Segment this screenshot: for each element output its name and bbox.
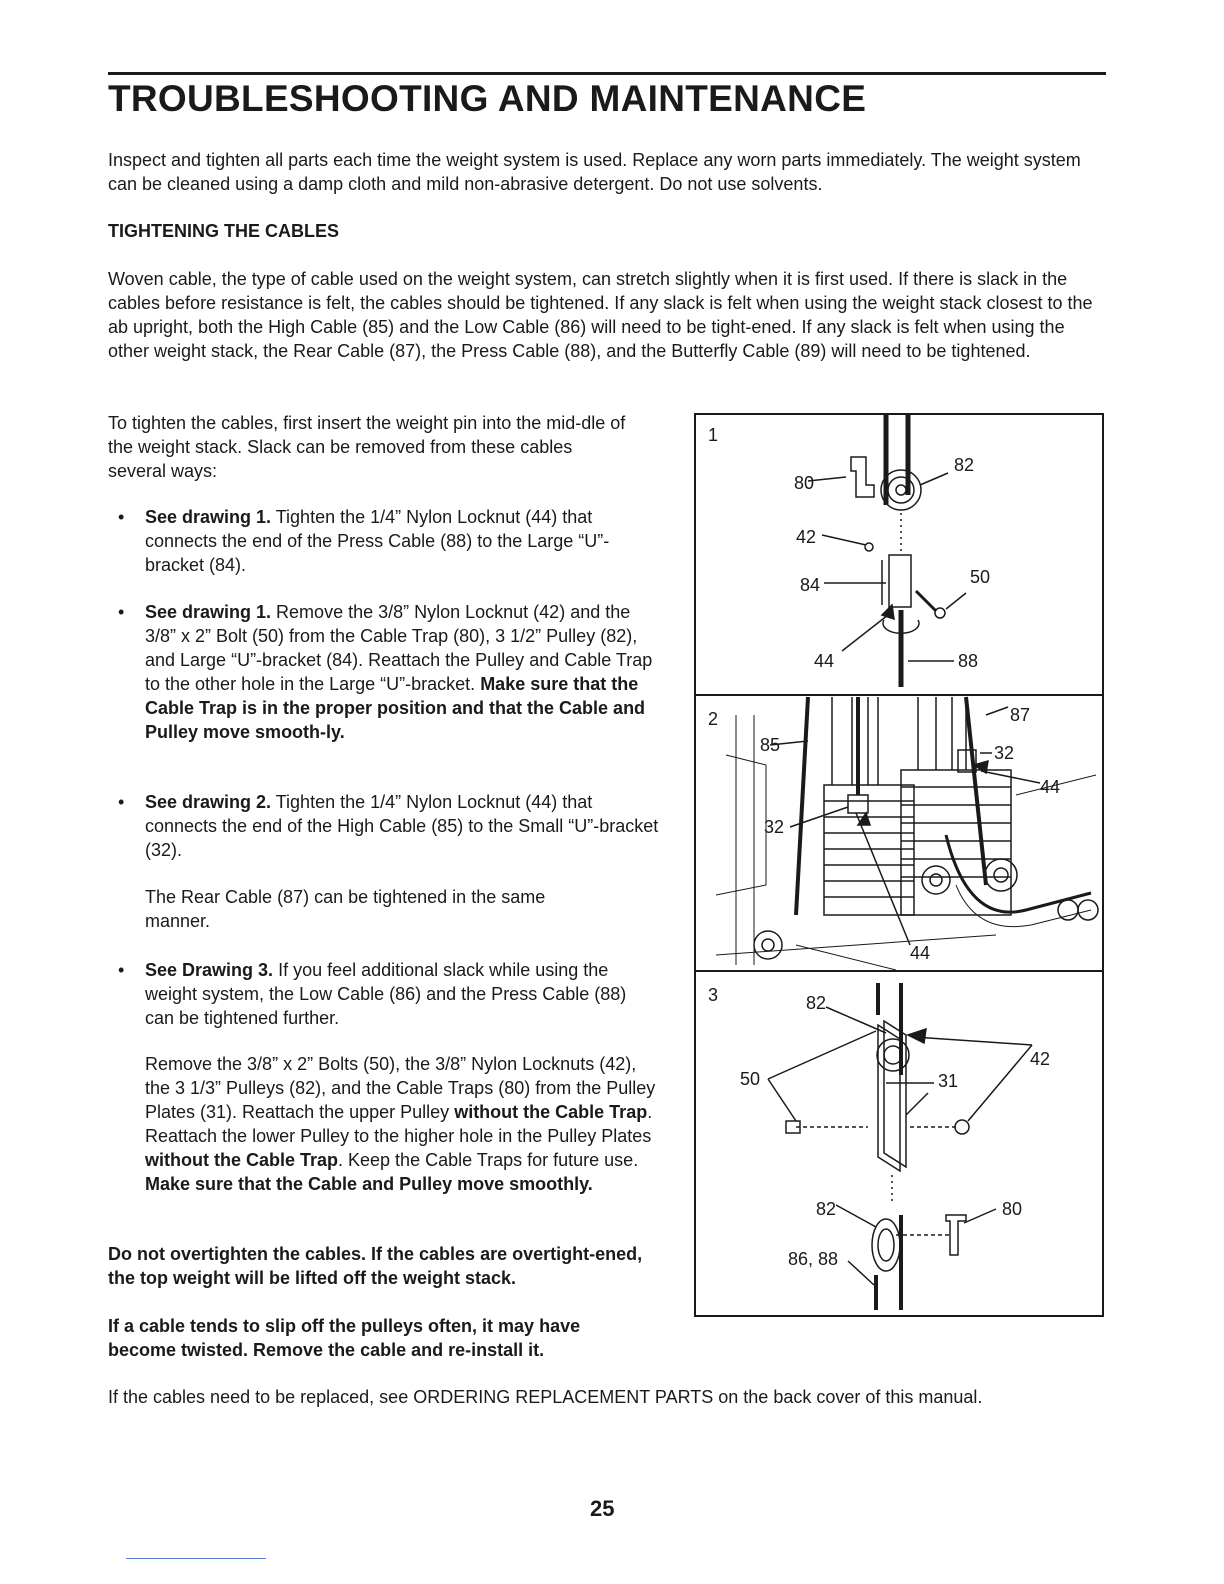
bullet-1-body: Tighten the 1/4” Nylon Locknut (44) that connects the end of the Press Cable (88) to the Large “U”-bracket (84). [145,507,610,575]
cable-trap-80-icon [851,457,874,497]
label-85: 85 [760,735,781,755]
remove-text-3: . Keep the Cable Traps for future use. [338,1150,639,1170]
remove-bold-3: Make sure that the Cable and Pulley move smoothly. [145,1174,593,1194]
label-50: 50 [970,567,991,587]
bullet-3-text [145,790,665,862]
bullet-3-marker: • [118,792,125,812]
title-rule [108,72,1106,75]
bullet-3-lead: See drawing 2. [145,792,272,812]
overtighten-warning: Do not overtighten the cables. If the cables are overtight-ened, the top weight will be lifted off the weight stack. [108,1244,643,1288]
bullet-1-lead: See drawing 1. [145,507,272,527]
label-42: 42 [796,527,817,547]
bullet-4-marker: • [118,960,125,980]
label-82-lower: 82 [816,1199,837,1219]
drawing-2-number: 2 [708,709,719,729]
bullet-2-lead: See drawing 1. [145,602,272,622]
section-heading: TIGHTENING THE CABLES [108,221,340,241]
label-86-88: 86, 88 [788,1249,839,1269]
locknut-42-icon [865,543,873,551]
label-50-d3: 50 [740,1069,761,1089]
label-42-d3: 42 [1030,1049,1051,1069]
pulley-mid-icon [922,866,950,894]
label-32-left: 32 [764,817,785,837]
page-number: 25 [590,1496,615,1521]
upper-pulley-82-icon [877,1039,909,1071]
bullet-3-body: Tighten the 1/4” Nylon Locknut (44) that connects the end of the High Cable (85) to the Small “U”-bracket (32). [145,792,659,860]
bullet-2-text [145,600,665,744]
label-82: 82 [954,455,975,475]
label-80: 80 [794,473,815,493]
remove-paragraph [145,1052,665,1196]
drawing-1 [808,415,966,687]
drawings-svg [696,415,1102,1315]
bullet-4-lead: See Drawing 3. [145,960,274,980]
woven-cable-paragraph: Woven cable, the type of cable used on the weight system, can stretch slightly when it is first used. If there is slack in the cables before resistance is felt, the cables should be tightened. If any slack is felt when using the weight stack closest to the ab upright, both the High Cable (85) and the Low Cable (86) will need to be tight-ened. If any slack is felt when using the other weight stack, the Rear Cable (87), the Press Cable (88), and the Butterfly Cable (89) will need to be tightened. [108,269,1093,361]
bullet-4-text [145,958,645,1030]
page-title: TROUBLESHOOTING AND MAINTENANCE [108,78,867,119]
rear-cable-87-icon [966,697,986,885]
remove-bold-2: without the Cable Trap [145,1150,339,1170]
lower-pulley-82-icon [872,1219,900,1271]
bullet-4-body: If you feel additional slack while using the weight system, the Low Cable (86) and the Press Cable (88) can be tightened further. [145,960,627,1028]
replacement-note: If the cables need to be replaced, see ORDERING REPLACEMENT PARTS on the back cover of this manual. [108,1387,983,1407]
bolt-50-icon [935,608,945,618]
label-32-right: 32 [994,743,1015,763]
rear-cable-paragraph: The Rear Cable (87) can be tightened in the same manner. [145,887,546,931]
bullet-2-marker: • [118,602,125,622]
label-82-upper: 82 [806,993,827,1013]
twisted-cable-warning: If a cable tends to slip off the pulleys often, it may have become twisted. Remove the cable and re-install it. [108,1316,581,1360]
label-44-bottom: 44 [910,943,931,963]
large-u-bracket-icon [889,555,911,607]
label-88: 88 [958,651,979,671]
bullet-2-body: Remove the 3/8” Nylon Locknut (42) and the 3/8” x 2” Bolt (50) from the Cable Trap (80), 3 1/2” Pulley (82), and Large “U”-bracket (84). Reattach the Pulley and Cable Trap to the other hole in the Large “U”-bracket. [145,602,653,694]
bullet-1-text [145,505,665,577]
label-84: 84 [800,575,821,595]
tighten-intro-paragraph: To tighten the cables, first insert the weight pin into the mid-dle of the weight stack. Slack can be removed from these cables several ways: [108,413,626,481]
bullet-1-marker: • [118,507,125,527]
label-44: 44 [814,651,835,671]
label-31: 31 [938,1071,959,1091]
drawing-1-number: 1 [708,425,719,445]
remove-text-1: Remove the 3/8” x 2” Bolts (50), the 3/8” Nylon Locknuts (42), the 3 1/3” Pulleys (82), and the Cable Traps (80) from the Pulley Plates (31). Reattach the upper Pulley [145,1054,656,1122]
bullet-2-emphasis: Make sure that the Cable Trap is in the proper position and that the Cable and Pulley move smooth-ly. [145,674,646,742]
remove-text-2: . Reattach the lower Pulley to the higher hole in the Pulley Plates [145,1102,653,1146]
weight-stack-right-icon [901,770,1011,915]
drawing-3-number: 3 [708,985,719,1005]
label-44-right: 44 [1040,777,1061,797]
drawings-figure [694,413,1104,1317]
label-80-d3: 80 [1002,1199,1023,1219]
intro-paragraph: Inspect and tighten all parts each time the weight system is used. Replace any worn parts immediately. The weight system can be cleaned using a damp cloth and mild non-abrasive detergent. Do not use solvents. [108,150,1081,194]
small-u-bracket-32-icon [848,795,868,813]
locknut-42-icon [955,1120,969,1134]
pulley-right-icon [985,859,1017,891]
label-87: 87 [1010,705,1031,725]
remove-bold-1: without the Cable Trap [454,1102,648,1122]
pulley-left-icon [754,931,782,959]
footer-link-line [126,1558,266,1559]
